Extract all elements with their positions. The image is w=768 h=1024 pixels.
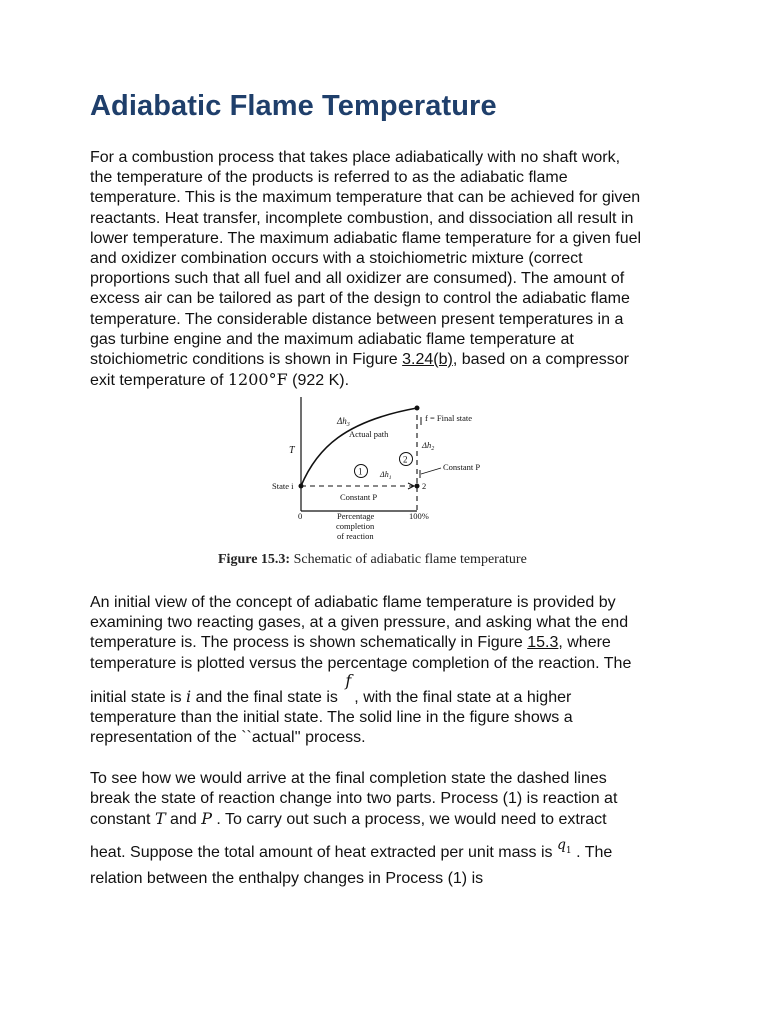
schematic-figure [265,393,495,545]
text-line: temperature. The considerable distance between present temperatures in a [90,310,624,328]
text-line [90,670,690,708]
text-line: and oxidizer combination occurs with a stoichiometric mixture (correct [90,250,583,268]
text-segment: and [165,811,202,829]
text-segment: , based on a compressor [452,351,629,369]
text-line: representation of the ``actual'' process. [90,729,366,747]
actual-path-label: Actual path [349,429,389,439]
x-label-line1: Percentage [337,511,375,521]
caption-label: Figure 15.3: [218,552,291,567]
text-line: excess air can be tailored as part of the design to control the adiabatic flame [90,290,630,308]
text-line: reactants. Heat transfer, incomplete combustion, and dissociation all result in [90,209,634,227]
caption-text: Schematic of adiabatic flame temperature [290,552,527,567]
text-line: relation between the enthalpy changes in Process (1) is [90,869,484,887]
text-line [90,370,690,391]
text-segment: . The [571,843,613,861]
text-line: lower temperature. The maximum adiabatic flame temperature for a given fuel [90,229,642,247]
intro-paragraph [90,148,690,391]
text-line: gas turbine engine and the maximum adiabatic flame temperature at [90,330,574,348]
text-segment: heat. Suppose the total amount of heat extracted per unit mass is [90,843,557,861]
figure-svg [265,393,495,545]
text-segment: and the final state is [191,688,343,706]
text-segment: initial state is [90,688,187,706]
text-line [90,350,690,370]
process-paragraph [90,769,690,889]
text-line: proportions such that all fuel and all oxidizer are consumed). The amount of [90,270,625,288]
constant-p-leader [421,468,441,474]
text-line: break the state of reaction change into two parts. Process (1) is reaction at [90,790,618,808]
x-zero-label: 0 [298,511,303,521]
math-P: P [201,809,212,829]
state-2-point [415,484,420,489]
text-line [90,633,690,653]
dh3-label: $\Delta h_3$ [337,416,350,428]
x-label-line2: completion [336,521,375,531]
text-segment: constant [90,811,155,829]
text-line: An initial view of the concept of adiabatic flame temperature is provided by [90,594,616,611]
text-line [90,836,690,869]
math-temperature: 1200°F [227,370,288,390]
constant-p-bottom-label: Constant P [340,492,378,502]
text-line: the temperature of the products is referred to as the adiabatic flame [90,169,568,187]
math-f: f [345,670,352,690]
text-line: temperature. This is the maximum temperature that can be achieved for given [90,189,641,207]
figure-3-24b-link[interactable]: 3.24(b) [402,351,453,369]
text-segment: (922 K). [287,372,350,390]
text-line: For a combustion process that takes place adiabatically with no shaft work, [90,149,621,166]
text-line [90,809,690,830]
text-segment: temperature is. The process is shown schematically in Figure [90,634,528,652]
circle-1-number: 1 [358,466,363,477]
text-line: temperature than the initial state. The solid line in the figure shows a [90,709,573,727]
text-line: temperature is plotted versus the percentage completion of the reaction. The [90,654,632,672]
math-T: T [154,809,166,829]
t-axis-label: T [289,445,295,456]
state-i-point [299,484,304,489]
x-hundred-label: 100% [409,511,429,521]
math-i: i [186,686,192,706]
final-state-point [415,406,420,411]
dh2-label: $\Delta h_2$ [422,440,435,452]
text-line: examining two reacting gases, at a given pressure, and asking what the end [90,614,629,632]
circle-2-number: 2 [403,454,408,465]
text-segment: , where [558,634,611,652]
text-segment: , with the final state at a higher [354,688,572,706]
figure-caption [218,552,527,568]
x-label-line3: of reaction [337,531,374,541]
concept-paragraph [90,593,690,748]
math-q1: $q_1$ [556,836,572,856]
figure-15-3-link[interactable]: 15.3 [527,634,559,652]
dh1-label: $\Delta h_1$ [380,470,392,481]
state-i-label: State i [272,481,294,491]
constant-p-right-label: Constant P [443,462,481,472]
text-line: To see how we would arrive at the final completion state the dashed lines [90,770,607,787]
final-state-label: f = Final state [425,413,473,423]
text-segment: exit temperature of [90,372,228,390]
point-2-label: 2 [422,481,427,491]
page-title: Adiabatic Flame Temperature [90,90,497,122]
text-segment: . To carry out such a process, we would need to extract [211,811,607,829]
text-segment: stoichiometric conditions is shown in Figure [90,351,403,369]
